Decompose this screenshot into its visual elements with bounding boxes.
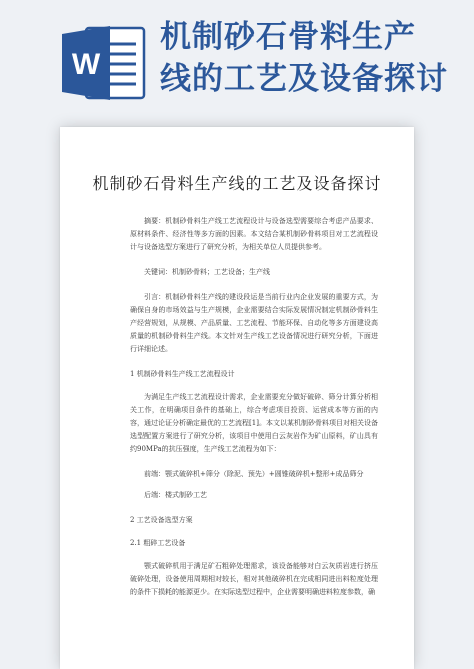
- abstract-paragraph: 摘要：机制砂骨料生产线工艺流程设计与设备选型需要综合考虑产品要求、原材料条件、经济性等多方面的因素。本文结合某机制砂骨料项目对工艺流程设计与设备选型方案进行了研究分析，为相关单位人员提供参考。: [130, 217, 378, 251]
- banner-title-line: 线的工艺及设备探讨: [160, 61, 448, 97]
- section-heading: 2 工艺设备选型方案: [130, 516, 193, 524]
- banner-title-line: 机制砂石骨料生产: [160, 19, 416, 55]
- section-heading: 1 机制砂骨料生产线工艺流程设计: [130, 370, 235, 378]
- keywords-paragraph: 关键词：机制砂骨料；工艺设备；生产线: [144, 268, 270, 276]
- document-page: [60, 127, 414, 669]
- word-logo-letter: W: [71, 48, 101, 81]
- document-title: 机制砂石骨料生产线的工艺及设备探讨: [92, 174, 382, 193]
- process-front-line: 前端：颚式破碎机+筛分（除泥、预先）+圆锥破碎机+整形+成品筛分: [144, 470, 364, 478]
- intro-paragraph: 引言：机制砂骨料生产线的建设段运是当前行业内企业发展的重要方式，为确保自身的市场效益与生产规模，企业需要结合实际发展情况制定机制砂骨料生产经营规划，从规模、产品质量、工艺流程、节能环保、自动化等多方面建设高质量的机制砂骨料生产线。本文针对生产线工艺设备情况进行研究分析，下面进行详细论述。: [130, 293, 378, 353]
- document-body: [130, 215, 378, 611]
- body-paragraph: 颚式破碎机用于满足矿石粗碎处理需求，该设备能够对白云灰质岩进行挤压破碎处理，设备使用周期相对较长，相对其他破碎机在完成相同进出料粒度处理的条件下损耗的能源更少。在实际选型过程中，企业需要明确进料粒度参数，确: [130, 562, 378, 596]
- banner-title: [160, 16, 470, 100]
- cover-banner: [0, 0, 474, 125]
- process-back-line: 后端：楼式制砂工艺: [144, 491, 207, 499]
- body-paragraph: 为满足生产线工艺流程设计需求，企业需要充分做好破碎、筛分计算分析相关工作，在明确项目条件的基础上，综合考虑项目投资、运营成本等方面的内容，通过论证分析确定最优的工艺流程[1]。本文以某机制砂骨料项目对相关设备选型配置方案进行了研究分析，该项目中使用白云灰岩作为矿山原料，矿山具有约90MPa的抗压强度，生产线工艺流程为如下：: [130, 393, 378, 453]
- subsection-heading: 2.1 粗碎工艺设备: [130, 539, 186, 547]
- word-doc-icon: [60, 22, 148, 104]
